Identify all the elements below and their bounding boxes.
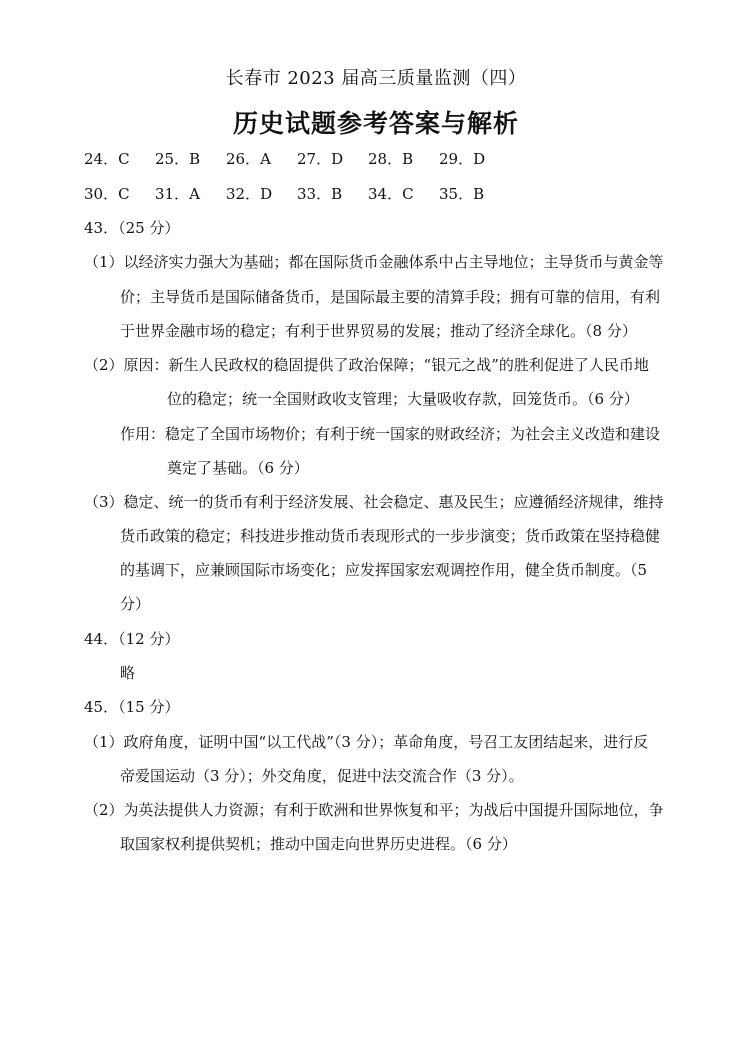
document-subtitle: 长春市 2023 届高三质量监测（四） <box>225 68 527 89</box>
q43-part1-line: 于世界金融市场的稳定；有利于世界贸易的发展；推动了经济全球化。（8 分） <box>120 322 637 340</box>
question-43-heading: 43．（25 分） <box>84 219 180 237</box>
q43-part2-effect-line: 作用：稳定了全国市场物价；有利于统一国家的财政经济；为社会主义改造和建设 <box>120 425 661 443</box>
q43-part3-line: 的基调下，应兼顾国际市场变化；应发挥国家宏观调控作用，健全货币制度。（5 <box>120 561 648 579</box>
question-44-heading: 44．（12 分） <box>84 630 180 648</box>
choice-answer: 33．B <box>297 185 343 203</box>
q44-body: 略 <box>120 664 136 682</box>
choice-answer: 34．C <box>368 185 414 203</box>
choice-answer: 29．D <box>439 150 486 168</box>
q43-part3-line: 分） <box>120 595 151 613</box>
q43-part1-line: （1）以经济实力强大为基础；都在国际货币金融体系中占主导地位；主导货币与黄金等 <box>84 253 664 271</box>
q43-part2-reason-line: 位的稳定；统一全国财政收支管理；大量吸收存款，回笼货币。（6 分） <box>167 390 639 408</box>
choice-answer: 32．D <box>226 185 273 203</box>
q45-part2-line: （2）为英法提供人力资源；有利于欧洲和世界恢复和平；为战后中国提升国际地位，争 <box>84 801 664 819</box>
q43-part3-line: （3）稳定、统一的货币有利于经济发展、社会稳定、惠及民生；应遵循经济规律，维持 <box>84 493 664 511</box>
choice-answer: 31．A <box>155 185 200 203</box>
q43-part3-line: 货币政策的稳定；科技进步推动货币表现形式的一步步演变；货币政策在坚持稳健 <box>120 527 661 545</box>
choice-answer: 26．A <box>226 150 271 168</box>
q45-part1-line: 帝爱国运动（3 分）；外交角度，促进中法交流合作（3 分）。 <box>120 767 524 785</box>
q43-part2-effect-line: 奠定了基础。（6 分） <box>167 459 309 477</box>
choice-answer: 24．C <box>84 150 130 168</box>
choice-answer: 25．B <box>155 150 201 168</box>
document-title: 历史试题参考答案与解析 <box>232 109 519 138</box>
q45-part1-line: （1）政府角度，证明中国“以工代战”（3 分）；革命角度，号召工友团结起来，进行反 <box>84 733 649 751</box>
choice-answer: 27．D <box>297 150 344 168</box>
q45-part2-line: 取国家权利提供契机；推动中国走向世界历史进程。（6 分） <box>120 835 517 853</box>
choice-answer: 28．B <box>368 150 414 168</box>
choice-answer: 35．B <box>439 185 485 203</box>
question-45-heading: 45．（15 分） <box>84 698 180 716</box>
q43-part1-line: 价；主导货币是国际储备货币，是国际最主要的清算手段；拥有可靠的信用，有利 <box>120 288 661 306</box>
q43-part2-reason-line: （2）原因：新生人民政权的稳固提供了政治保障；“银元之战”的胜利促进了人民币地 <box>84 356 649 374</box>
choice-answer: 30．C <box>84 185 130 203</box>
